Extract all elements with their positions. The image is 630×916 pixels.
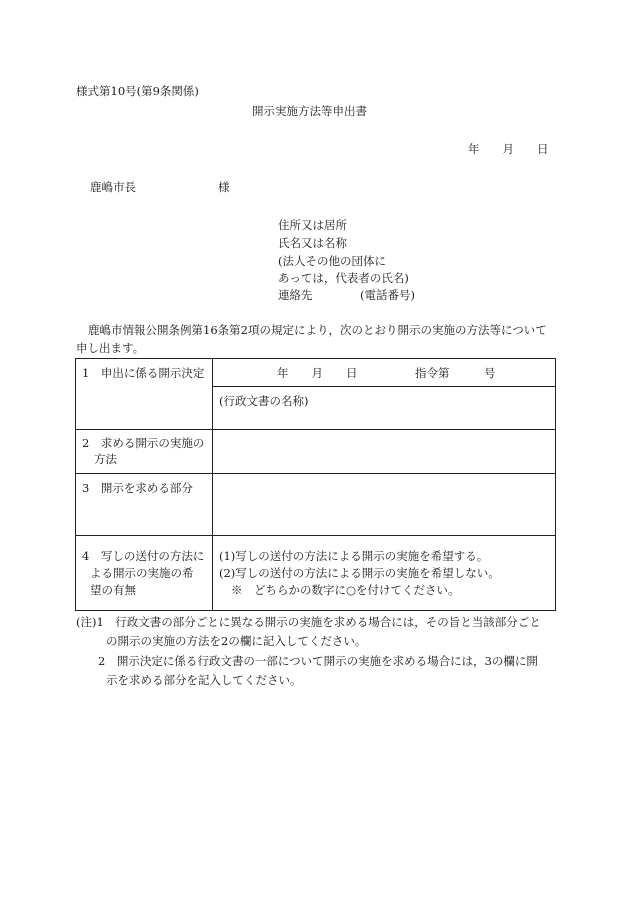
table-row — [76, 359, 556, 387]
row2-label-1: 2 求める開示の実施の — [82, 436, 205, 451]
corp-note-1: (法人その他の団体に — [278, 254, 386, 268]
addressee-name: 鹿嶋市長 — [90, 180, 136, 194]
row2-label-2: 方法 — [94, 451, 117, 466]
corp-note-2: あっては，代表者の氏名) — [278, 271, 409, 285]
contact-label: 連絡先 — [278, 288, 313, 302]
form-title: 開示実施方法等申出書 — [252, 104, 367, 118]
row1-label: 1 申出に係る開示決定 — [82, 366, 205, 380]
row4-label-1: 4 写しの送付の方法に — [82, 549, 205, 564]
note-2-line-1: 2 開示決定に係る行政文書の一部について開示の実施を求める場合には，3の欄に開 — [98, 654, 538, 668]
row1-date: 年 月 日 指令第 号 — [277, 366, 496, 380]
row4-options-cell — [213, 536, 556, 611]
form-number: 様式第10号(第9条関係) — [76, 84, 199, 98]
date-line: 年 月 日 — [468, 142, 549, 156]
row2-label-cell — [76, 430, 213, 474]
row1-doc: (行政文書の名称) — [219, 394, 309, 409]
table-row — [76, 536, 556, 611]
row4-label-3: 望の有無 — [90, 582, 136, 597]
row4-option-2[interactable]: (2)写しの送付の方法による開示の実施を希望しない。 — [219, 565, 500, 580]
note-1-line-2: の開示の実施の方法を2の欄に記入してください。 — [106, 634, 367, 648]
row3-label: 3 開示を求める部分 — [82, 481, 193, 496]
row1-date-cell[interactable] — [213, 359, 556, 387]
row4-label-2: よる開示の実施の希 — [90, 565, 194, 580]
intro-line-2: 申し出ます。 — [76, 341, 145, 355]
row2-input-cell[interactable] — [213, 430, 556, 474]
row1-doc-cell[interactable] — [213, 387, 556, 430]
row4-label-cell — [76, 536, 213, 611]
row4-note: ※ どちらかの数字に○を付けてください。 — [231, 582, 460, 597]
table-row — [76, 430, 556, 474]
intro-line-1: 鹿嶋市情報公開条例第16条第2項の規定により，次のとおり開示の実施の方法等について — [88, 323, 547, 337]
address-label: 住所又は居所 — [278, 218, 347, 232]
row4-option-1[interactable]: (1)写しの送付の方法による開示の実施を希望する。 — [219, 549, 489, 564]
row3-input-cell[interactable] — [213, 474, 556, 536]
application-table — [75, 358, 556, 611]
note-2-line-2: 示を求める部分を記入してください。 — [106, 673, 302, 687]
name-label: 氏名又は名称 — [278, 236, 347, 250]
note-1-line-1: (注)1 行政文書の部分ごとに異なる開示の実施を求める場合には，その旨と当該部分ごと — [76, 615, 541, 629]
addressee-honorific: 様 — [218, 180, 230, 194]
row1-label-cell — [76, 359, 213, 430]
table-row — [76, 474, 556, 536]
row3-label-cell — [76, 474, 213, 536]
phone-label: (電話番号) — [360, 288, 415, 302]
